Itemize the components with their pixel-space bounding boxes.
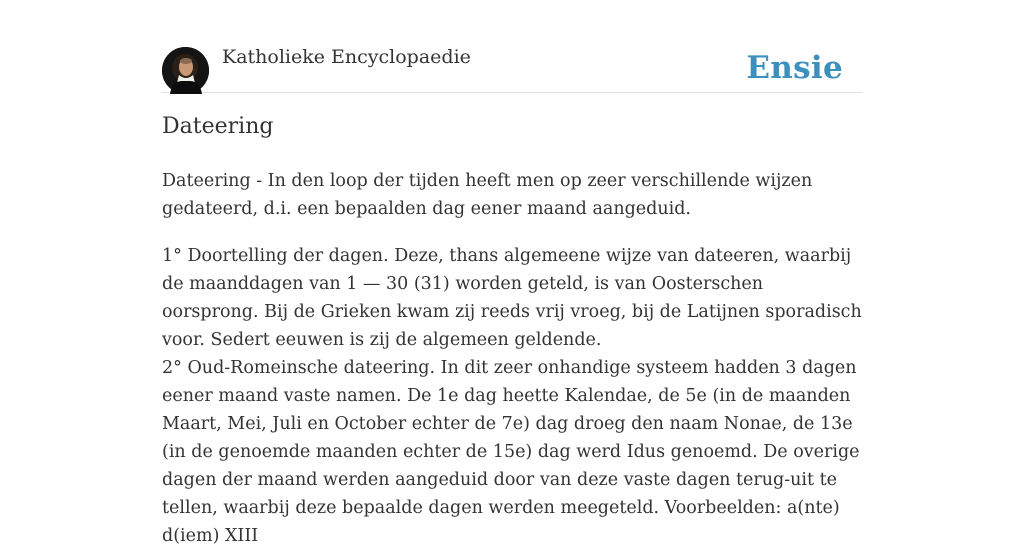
article-paragraph: 1° Doortelling der dagen. Deze, thans algemeene wijze van dateeren, waarbij de maanddagen van 1 — 30 (31) worden geteld, is van Oosterschen oorsprong. Bij de Grieken kwam zij reeds vrij vroeg, bij de Latijnen sporadisch voor. Sedert eeuwen is zij de algemeen geldende. xyxy=(162,246,862,350)
brand-logo[interactable]: Ensie xyxy=(746,50,843,86)
portrait-avatar-icon[interactable] xyxy=(162,47,209,94)
site-header xyxy=(162,44,862,93)
article-body xyxy=(162,167,862,550)
article-paragraph: 2° Oud-Romeinsche dateering. In dit zeer onhandige systeem hadden 3 dagen eener maand vaste namen. De 1e dag heette Kalendae, de 5e (in de maanden Maart, Mei, Juli en October echter de 7e) dag droeg den naam Nonae, de 13e (in de genoemde maanden echter de 15e) dag werd Idus genoemd. De overige dagen der maand werden aangeduid door van deze vaste dagen terug-uit te tellen, waarbij deze bepaalde dagen werden meegeteld. Voorbeelden: a(nte) d(iem) XIII xyxy=(162,358,860,546)
page-title: Dateering xyxy=(162,114,274,139)
article-paragraph: Dateering - In den loop der tijden heeft men op zeer verschillende wijzen gedateerd, d.i. een bepaalden dag eener maand aangeduid. xyxy=(162,171,813,219)
site-name[interactable]: Katholieke Encyclopaedie xyxy=(222,46,471,68)
portrait-icon xyxy=(162,47,209,94)
